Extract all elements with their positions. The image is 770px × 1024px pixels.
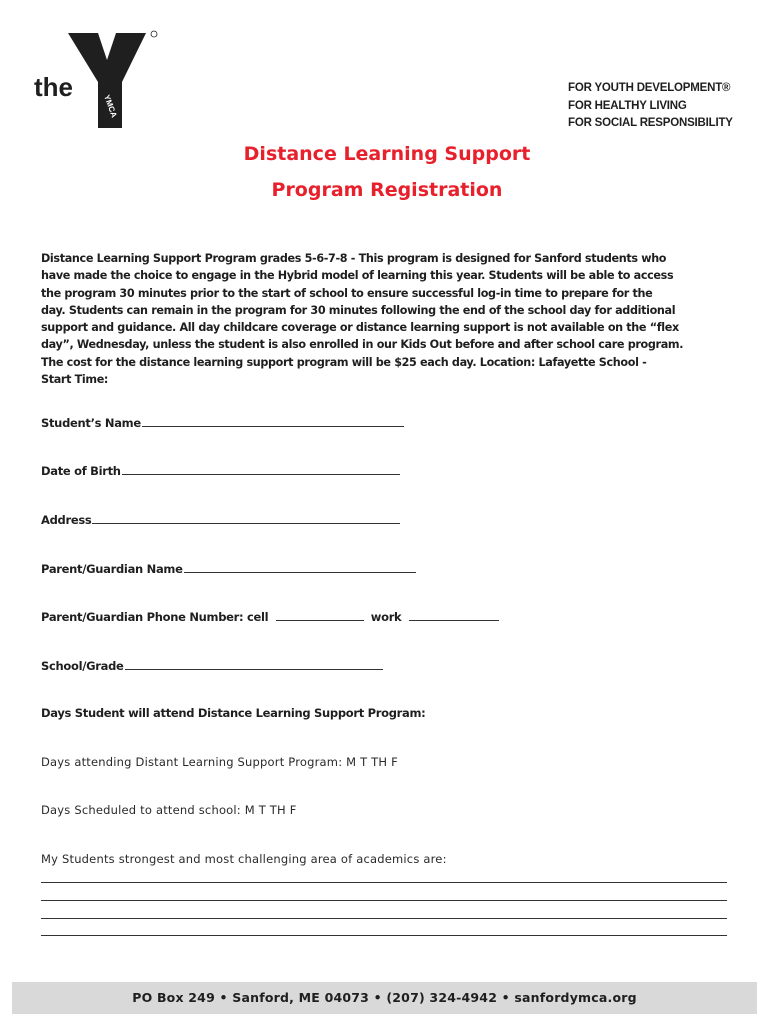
description-line: Distance Learning Support Program grades 5-6-7-8 - This program is designed for Sanford students who xyxy=(41,252,667,265)
description-line: day”, Wednesday, unless the student is also enrolled in our Kids Out before and after school care program. xyxy=(41,338,684,352)
footer-contact: PO Box 249 • Sanford, ME 04073 • (207) 324-4942 • sanfordymca.org xyxy=(12,982,757,1014)
tagline-line-3: FOR SOCIAL RESPONSIBILITY xyxy=(568,117,733,129)
address-input[interactable] xyxy=(92,511,400,524)
phone-cell-input[interactable] xyxy=(276,608,364,621)
logo-ymca-text: YMCA xyxy=(102,93,119,119)
academics-answer-line[interactable] xyxy=(41,935,727,936)
title-line-2: Program Registration xyxy=(271,179,503,201)
academics-answer-line[interactable] xyxy=(41,900,727,901)
student-name-field[interactable] xyxy=(41,414,404,430)
phone-cell-label: Parent/Guardian Phone Number: cell xyxy=(41,610,269,624)
academics-answer-line[interactable] xyxy=(41,882,727,883)
title-line-1: Distance Learning Support xyxy=(243,143,531,165)
description-line: Start Time: xyxy=(41,373,109,387)
address-label: Address xyxy=(41,513,92,527)
days-heading: Days Student will attend Distance Learning Support Program: xyxy=(41,706,426,720)
address-field[interactable] xyxy=(41,511,400,527)
academics-prompt: My Students strongest and most challenging area of academics are: xyxy=(41,852,447,866)
student-name-label: Student’s Name xyxy=(41,416,141,430)
program-description xyxy=(41,250,741,388)
parent-name-field[interactable] xyxy=(41,560,416,576)
days-scheduled-text: Days Scheduled to attend school: M T TH F xyxy=(41,803,297,817)
description-line: day. Students can remain in the program for 30 minutes following the end of the school day for additional xyxy=(41,303,676,317)
ymca-logo xyxy=(32,28,167,133)
phone-work-input[interactable] xyxy=(409,608,499,621)
student-name-input[interactable] xyxy=(142,414,404,427)
dob-field[interactable] xyxy=(41,462,400,478)
days-attending-text: Days attending Distant Learning Support Program: M T TH F xyxy=(41,755,398,769)
academics-answer-line[interactable] xyxy=(41,918,727,919)
page-title xyxy=(0,136,770,208)
tagline xyxy=(568,80,763,133)
parent-name-input[interactable] xyxy=(184,560,416,573)
description-line: support and guidance. All day childcare coverage or distance learning support is not available on the “flex xyxy=(41,321,679,335)
description-line: The cost for the distance learning support program will be $25 each day. Location: Lafayette School - xyxy=(41,355,647,369)
school-grade-label: School/Grade xyxy=(41,659,124,673)
tagline-line-2: FOR HEALTHY LIVING xyxy=(568,99,687,112)
logo-the-text: the xyxy=(34,72,73,102)
phone-work-label: work xyxy=(370,610,402,624)
dob-input[interactable] xyxy=(122,462,400,475)
tagline-line-1: FOR YOUTH DEVELOPMENT® xyxy=(568,82,731,94)
parent-name-label: Parent/Guardian Name xyxy=(41,562,183,576)
school-grade-input[interactable] xyxy=(125,657,383,670)
dob-label: Date of Birth xyxy=(41,464,121,478)
phone-field[interactable] xyxy=(41,608,499,624)
description-line: have made the choice to engage in the Hybrid model of learning this year. Students will be able to access xyxy=(41,269,674,283)
description-line: the program 30 minutes prior to the start of school to ensure successful log-in time to prepare for the xyxy=(41,286,653,300)
school-grade-field[interactable] xyxy=(41,657,383,673)
